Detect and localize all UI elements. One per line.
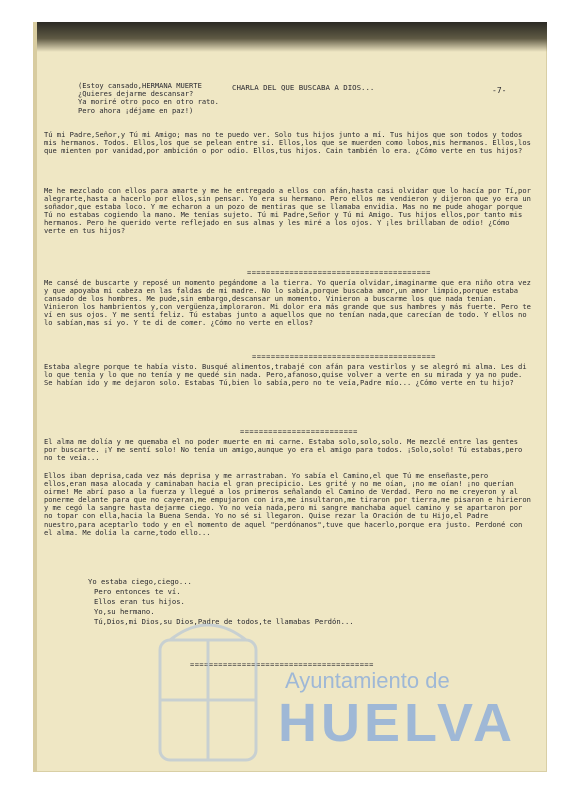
- final-separator: =======================================: [190, 661, 374, 669]
- intro-line: Ya moriré otro poco en otro rato.: [78, 97, 219, 107]
- left-edge-shadow: [33, 22, 37, 772]
- intro-line: ¿Quieres dejarme descansar?: [78, 89, 194, 99]
- separator-2: =======================================: [252, 353, 436, 361]
- paragraph-5: El alma me dolía y me quemaba el no poder muerte en mi carne. Estaba solo,solo,solo. Me mezclé entre las gentes por buscarte. ¡Y me sentí solo! No tenía un amigo,aunque yo era el amigo para todos. ¡Solo,solo! Tú estabas,pero no te veía...: [44, 437, 523, 463]
- watermark-line-1: Ayuntamiento de: [285, 668, 450, 693]
- separator-3: =========================: [240, 428, 358, 436]
- intro-line: (Estoy cansado,HERMANA MUERTE: [78, 81, 202, 90]
- verse-line: Ellos eran tus hijos.: [94, 597, 185, 606]
- burnt-top-edge: [33, 22, 547, 52]
- intro-block: [78, 82, 228, 115]
- watermark-line-2: HUELVA: [278, 693, 516, 753]
- paragraph-6: Ellos iban deprisa,cada vez más deprisa y me arrastraban. Yo sabía el Camino,el que Tú me enseñaste,pero ellos,eran masa alocada y caminaban hacia el gran precipicio. Les grité y no me oían, ¡no me oían! ¡no querían oirme! Me abrí paso a la fuerza y llegué a los primeros señalando el Camino de Verdad. Pero no me creyeron y al ponerme delante para que no cayeran,me empujaron con ira,me insultaron,me tiraron por tierra,me pisaron e hirieron y me cegó la sangre hasta dejarme ciego. Yo no veía nada,pero mi sangre manchaba aquel camino y se apartaron por no topar con ella,hacia la Buena Senda. Yo no sé si llegaron. Quise rezar la Oración de tu Hijo,el Padre nuestro,para aceptarlo todo y en el momento de aquel "perdónanos",tuve que hacerlo,porque era justo. Perdoné con el alma. Me dolía la carne,todo ello...: [44, 471, 531, 537]
- verse-line: Tú,Dios,mi Dios,su Dios,Padre de todos,te llamabas Perdón...: [94, 617, 354, 626]
- paragraph-4: Estaba alegre porque te había visto. Busqué alimentos,trabajé con afán para vestirlos y se alegró mi alma. Les di lo que tenía y lo que no tenía y me quedé sin nada. Pero,afanoso,quise volver a verte en su mirada y ya no pude. Se habían ido y me dejaron solo. Estabas Tú,bien lo sabía,pero no te veía,Padre mío... ¿Cómo verte en tu hijo?: [44, 362, 527, 388]
- separator-1: =======================================: [247, 269, 431, 277]
- verse-line: Pero entonces te ví.: [94, 587, 181, 596]
- verse-line: Yo estaba ciego,ciego...: [88, 577, 192, 586]
- paragraph-3: Me cansé de buscarte y reposé un momento pegándome a la tierra. Yo quería olvidar,imaginarme que era niño otra vez y que apoyaba mi cabeza en las faldas de mi madre. No lo sabía,porque buscaba amor,un amor limpio,porque estaba cansado de los hombres. Me pude,sin embargo,descansar un momento. Vinieron a buscarme los que nada tenían. Vinieron los hambrientos y,con vergüenza,imploraron. Mi dolor era más grande que sus hambres y más fuerte. Pero te ví en sus ojos. Y me sentí feliz. Tú estabas junto a aquellos que no tenían nada,que carecían de todo. Y ellos no lo sabían,mas sí yo. Y te di de comer. ¿Cómo no verte en ellos?: [44, 278, 531, 328]
- verse-line: Yo,su hermano.: [94, 607, 155, 616]
- intro-line: Pero ahora ¡déjame en paz!): [78, 105, 194, 115]
- document-title: CHARLA DEL QUE BUSCABA A DIOS...: [232, 83, 375, 92]
- paragraph-1: Tú mi Padre,Señor,y Tú mi Amigo; mas no te puedo ver. Solo tus hijos junto a mí. Tus hijos que son todos y todos mis hermanos. Todos. Ellos,los que se pelean entre sí. Ellos,los que se muerden como lobos,mis hermanos. Ellos,los que mienten por vanidad,por ambición o por odio. Ellos,tus hijos. Cain también lo era. ¿Cómo verte en tus hijos?: [44, 130, 531, 156]
- page-number: -7-: [492, 86, 507, 95]
- paragraph-2: Me he mezclado con ellos para amarte y me he entregado a ellos con afán,hasta casi olvidar que lo hacía por Tí,por alegrarte,hasta a hacerlo por ellos,sin pensar. Yo era su hermano. Pero ellos me vendieron y dijeron que yo era un soñador,que estaba loco. Y me echaron a un pozo de mentiras que se llamaba envidia. Mas no me pude ahogar porque Tú no estabas cogiendo la mano. Me tenías sujeto. Tú mi Padre,Señor y Tú mi Amigo. Tus hijos ellos,por tanto mis hermanos. Pero he querido verte reflejado en sus almas y les miré a los ojos. Y ¡les brillaban de odio! ¿Cómo verte en tus hijos?: [44, 186, 531, 236]
